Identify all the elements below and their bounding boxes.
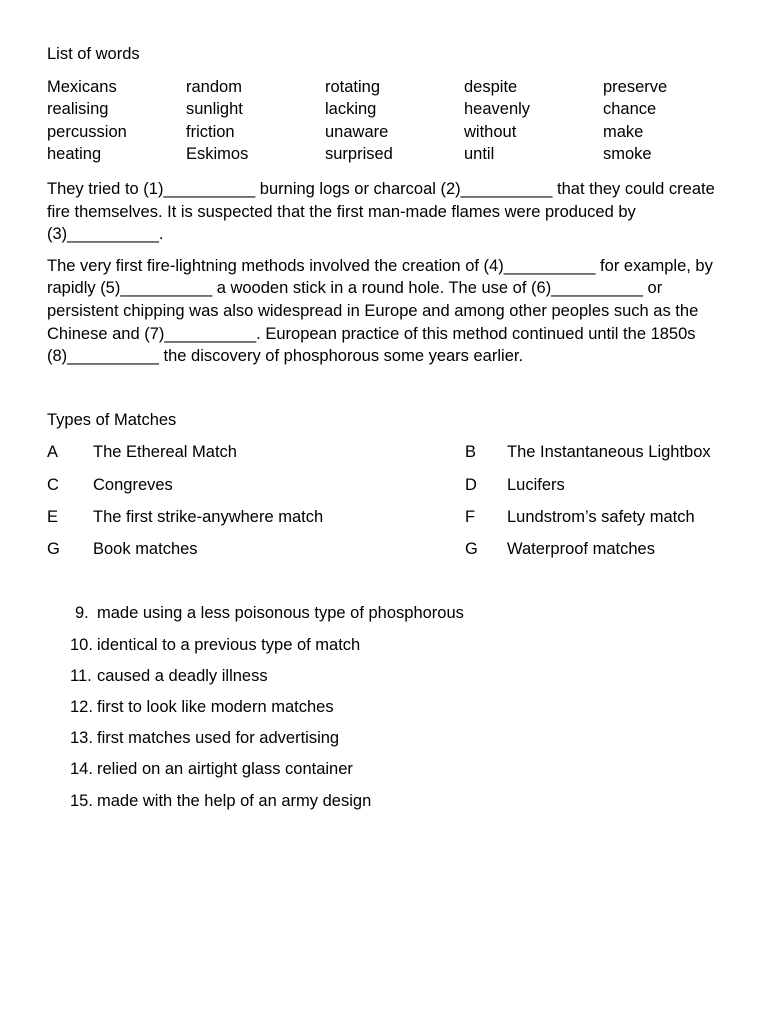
question-item	[70, 602, 737, 625]
question-number: 10.	[70, 635, 93, 654]
word-cell: until	[464, 145, 495, 164]
types-of-matches-heading: Types of Matches	[47, 410, 177, 429]
word-cell: smoke	[603, 145, 652, 164]
question-item	[70, 758, 737, 781]
question-item	[70, 665, 737, 688]
gap-fill-paragraph-1: They tried to (1)__________ burning logs or charcoal (2)__________ that they could create fire themselves. It is suspected that the first man-made flames were produced by (3)__________.	[47, 179, 715, 244]
word-cell: heating	[47, 145, 102, 164]
word-cell: random	[186, 77, 242, 96]
word-cell: realising	[47, 100, 109, 119]
word-cell: despite	[464, 77, 518, 96]
question-text: identical to a previous type of match	[97, 635, 361, 654]
question-number: 14.	[70, 760, 93, 779]
document-page	[47, 43, 737, 821]
match-name: Book matches	[93, 539, 198, 558]
match-letter: G	[47, 539, 60, 558]
match-letter: B	[465, 443, 477, 462]
question-number: 13.	[70, 729, 93, 748]
question-text: first to look like modern matches	[97, 698, 334, 717]
word-cell: heavenly	[464, 100, 531, 119]
word-list-heading: List of words	[47, 45, 140, 63]
word-list	[47, 76, 737, 166]
word-cell: Eskimos	[186, 145, 249, 164]
word-cell: surprised	[325, 145, 393, 164]
question-number: 12.	[70, 698, 93, 717]
match-letter: C	[47, 475, 59, 494]
question-number: 11.	[70, 666, 92, 685]
match-letter: E	[47, 507, 59, 526]
question-text: made with the help of an army design	[97, 791, 372, 810]
types-of-matches-list	[47, 441, 737, 560]
word-cell: sunlight	[186, 100, 243, 119]
match-name: Lucifers	[507, 475, 565, 494]
match-letter: F	[465, 507, 476, 526]
question-item	[70, 696, 737, 719]
question-text: first matches used for advertising	[97, 729, 340, 748]
question-text: relied on an airtight glass container	[97, 760, 353, 779]
question-text: caused a deadly illness	[97, 666, 268, 685]
gap-fill-paragraph-2: The very first fire-lightning methods involved the creation of (4)__________ for example, by rapidly (5)__________ a wooden stick in a round hole. The use of (6)__________ or persistent chipping was also widespread in Europe and among other peoples such as the Chinese and (7)__________. European practice of this method continued until the 1850s (8)__________ the discovery of phosphorous some years earlier.	[47, 256, 713, 366]
word-cell: chance	[603, 100, 657, 119]
match-letter: D	[465, 475, 477, 494]
word-cell: friction	[186, 122, 235, 141]
word-cell: preserve	[603, 77, 668, 96]
word-cell: make	[603, 122, 644, 141]
word-cell: unaware	[325, 122, 389, 141]
match-name: Waterproof matches	[507, 539, 655, 558]
word-cell: percussion	[47, 122, 127, 141]
question-number: 9.	[75, 604, 89, 623]
question-item	[70, 727, 737, 750]
word-cell: lacking	[325, 100, 377, 119]
match-name: The Ethereal Match	[93, 443, 237, 462]
question-number: 15.	[70, 791, 93, 810]
word-cell: Mexicans	[47, 77, 117, 96]
question-item	[70, 634, 737, 657]
word-cell: without	[464, 122, 517, 141]
question-item	[70, 790, 737, 813]
match-letter: A	[47, 443, 59, 462]
word-cell: rotating	[325, 77, 381, 96]
match-name: Lundstrom’s safety match	[507, 507, 695, 526]
match-name: Congreves	[93, 475, 173, 494]
question-text: made using a less poisonous type of phosphorous	[97, 604, 464, 623]
question-list	[47, 602, 737, 812]
match-name: The first strike-anywhere match	[93, 507, 324, 526]
match-letter: G	[465, 539, 478, 558]
match-name: The Instantaneous Lightbox	[507, 443, 711, 462]
